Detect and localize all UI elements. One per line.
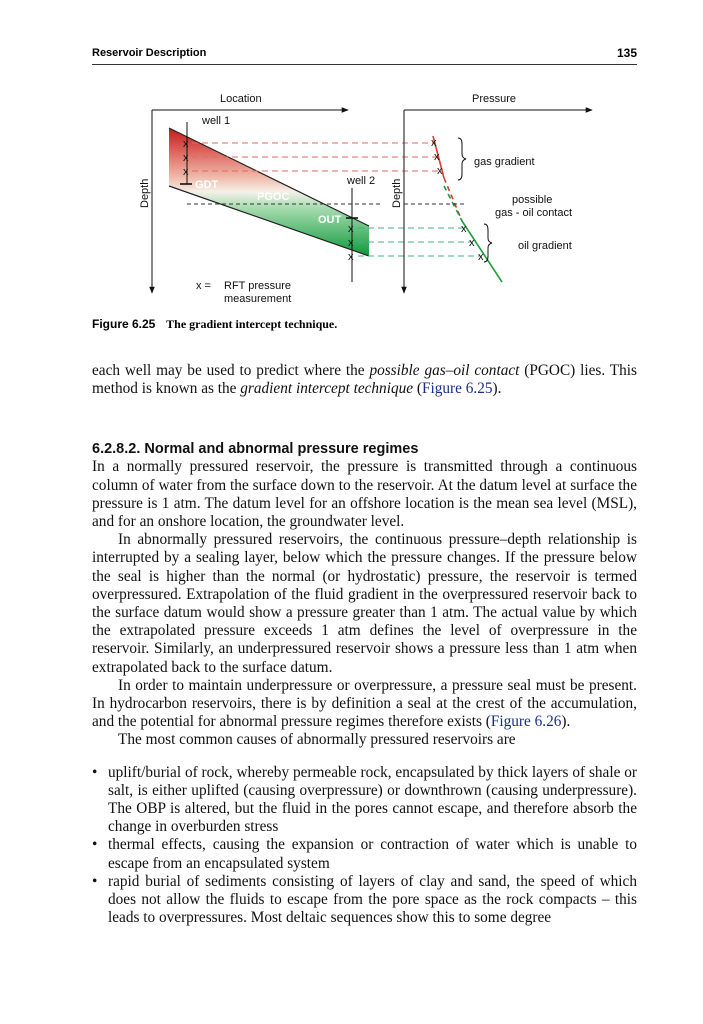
text-run: ). <box>492 380 502 398</box>
rft-marker: x <box>348 223 354 235</box>
rft-marker: x <box>348 237 354 249</box>
list-item <box>92 764 637 837</box>
contact-label: gas - oil contact <box>495 207 573 219</box>
list-item-text: rapid burial of sediments consisting of layers of clay and sand, the speed of which does not allow the fluids to escape from the pore space as the rock compacts – this leads to overpressures. Most deltaic sequences show this to some degree <box>108 872 637 927</box>
list-item <box>92 873 637 928</box>
paragraph-3: In abnormally pressured reservoirs, the continuous pressure–depth relationship is interrupted by a sealing layer, below which the pressure changes. If the pressure below the seal is higher than the normal (or hydrostatic) pressure, the reservoir is termed overpressured. Extrapolation of the fluid gradient in the overpressured reservoir back to the surface datum would show a pressure greater than 1 atm. The actual value by which the extrapolated pressure exceeds 1 atm defines the level of overpressure in the reservoir. Similarly, an underpressured reservoir shows a pressure less than 1 atm when extrapolated back to the surface datum. <box>92 531 637 676</box>
pgoc-label: PGOC <box>257 191 290 203</box>
figure-6-26-link[interactable]: Figure 6.26 <box>490 713 562 731</box>
bullet-icon: • <box>92 763 98 781</box>
text-run: In order to maintain underpressure or overpressure, a pressure seal must be present. In hydrocarbon reservoirs, there is by definition a seal at the crest of the accumulation, and the potential for abnormal pressure regimes therefore exists ( <box>92 676 637 731</box>
gas-gradient-label: gas gradient <box>474 156 535 168</box>
paragraph-2: In a normally pressured reservoir, the pressure is transmitted through a continuous column of water from the surface down to the reservoir. At the datum level at surface the pressure is 1 atm. The datum level for an offshore location is the mean sea level (MSL), and for an onshore location, the groundwater level. <box>92 458 637 531</box>
list-item <box>92 836 637 872</box>
gas-gradient-extrapolation <box>444 178 462 221</box>
figure-diagram <box>92 86 637 311</box>
well-2-label: well 2 <box>347 175 376 187</box>
rft-marker: x <box>431 137 437 149</box>
list-item-text: thermal effects, causing the expansion or contraction of water which is unable to escape from an encapsulated system <box>108 836 637 872</box>
out-label: OUT <box>318 214 342 226</box>
section-heading: 6.2.8.2. Normal and abnormal pressure regimes <box>92 441 419 458</box>
gdt-label: GDT <box>195 179 219 191</box>
figure-gradient-intercept <box>92 86 637 311</box>
paragraph-5: The most common causes of abnormally pressured reservoirs are <box>118 731 516 749</box>
figure-caption <box>92 317 637 332</box>
rft-marker: x <box>348 251 354 263</box>
rft-marker: x <box>469 237 475 249</box>
rft-marker: x <box>437 165 443 177</box>
paragraph-4 <box>92 677 637 732</box>
figure-6-25-link[interactable]: Figure 6.25 <box>421 380 493 398</box>
rft-marker: x <box>478 251 484 263</box>
well-1-label: well 1 <box>202 115 231 127</box>
rft-marker: x <box>183 166 189 178</box>
rft-marker: x <box>434 151 440 163</box>
depth-label-left: Depth <box>139 178 151 208</box>
legend-line-2: measurement <box>224 293 292 305</box>
bullet-icon: • <box>92 836 98 854</box>
bullet-icon: • <box>92 872 98 890</box>
page-number: 135 <box>616 46 637 60</box>
oil-gradient-label: oil gradient <box>518 240 572 252</box>
caption-number: Figure 6.25 <box>92 317 156 331</box>
text-run: each well may be used to predict where the <box>92 362 370 379</box>
paragraph-1 <box>92 362 637 398</box>
emphasis-technique: gradient intercept technique <box>240 380 414 398</box>
rft-marker: x <box>183 152 189 164</box>
depth-label-right: Depth <box>391 178 403 208</box>
text-run: ( <box>413 380 422 398</box>
location-label: Location <box>220 93 262 105</box>
rft-marker: x <box>183 138 189 150</box>
legend-line-1: RFT pressure <box>224 280 292 292</box>
possible-label: possible <box>512 194 553 206</box>
text-run: ). <box>561 713 571 731</box>
pressure-label: Pressure <box>472 93 517 105</box>
causes-list <box>92 764 637 928</box>
rft-marker: x <box>461 223 467 235</box>
body-text <box>92 362 637 927</box>
caption-text: The gradient intercept technique. <box>166 317 338 331</box>
legend-symbol: x = <box>196 280 211 292</box>
list-item-text: uplift/burial of rock, whereby permeable rock, encapsulated by thick layers of shale or salt, is either uplifted (causing overpressure) or downthrown (causing underpressure). The OBP is altered, but the fluid in the pores cannot escape, and therefore absorb the change in overburden stress <box>108 763 637 836</box>
gas-gradient-brace <box>458 138 466 180</box>
running-header <box>92 46 637 65</box>
text-run: (PGOC) lies. This method is known as the <box>92 362 637 398</box>
running-title: Reservoir Description <box>92 47 207 59</box>
emphasis-pgoc: possible gas–oil contact <box>369 362 520 379</box>
